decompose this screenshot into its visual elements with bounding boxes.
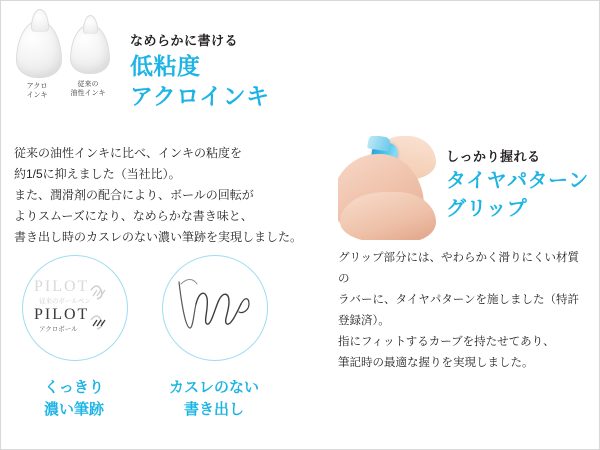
ink-heading-block xyxy=(130,32,350,110)
ink-body-text xyxy=(14,143,309,248)
oil-ink-drop-caption-line2: 油性インキ xyxy=(70,90,106,97)
writing-sample-circle-right xyxy=(162,255,268,361)
dark-pilot-text: PILOT xyxy=(34,306,90,323)
grip-heading-block xyxy=(446,148,596,222)
acro-ink-drop-caption-line2: インキ xyxy=(26,92,48,99)
faint-pilot-text: PILOT xyxy=(34,278,90,295)
oil-ink-drop-caption-line1: 従来の xyxy=(77,81,99,88)
oil-ink-drop-icon xyxy=(70,24,110,74)
grip-body-text xyxy=(338,248,588,374)
grip-body-line: 筆記時の最適な握りを実現しました。 xyxy=(338,357,534,369)
pen-stroke-mark-icon xyxy=(29,272,121,352)
grip-body-line: ラバーに、タイヤパターンを施しました（特許登録済）。 xyxy=(338,294,580,327)
ink-drop-illustration xyxy=(14,18,132,110)
ink-body-line: 書き出し時のカスレのない濃い筆跡を実現しました。 xyxy=(14,230,303,244)
acro-ink-drop-icon xyxy=(16,20,62,78)
caption-right xyxy=(154,377,274,421)
oil-ink-drop-caption xyxy=(65,80,111,98)
ink-body-line: 従来の油性インキに比べ、インキの粘度を xyxy=(14,146,243,160)
ink-heading-sub: なめらかに書ける xyxy=(130,33,239,48)
caption-left-line2: 濃い筆跡 xyxy=(43,401,104,418)
writing-sample-circle-left xyxy=(22,255,128,361)
ink-body-line: よりスムーズになり、なめらかな書き味と、 xyxy=(14,209,253,223)
caption-left xyxy=(14,377,134,421)
ink-body-line: また、潤滑剤の配合により、ボールの回転が xyxy=(14,188,254,202)
caption-right-line2: 書き出し xyxy=(183,401,244,418)
caption-left-line1: くっきり xyxy=(44,379,104,396)
acro-ink-drop-caption xyxy=(14,82,60,100)
grip-heading-sub: しっかり握れる xyxy=(446,149,541,164)
grip-heading-main-line2: グリップ xyxy=(446,198,528,220)
ink-heading-main-line2: アクロインキ xyxy=(130,83,270,109)
scribble-stroke-icon xyxy=(163,256,267,360)
grip-body-line: グリップ部分には、やわらかく滑りにくい材質の xyxy=(338,252,580,285)
ink-body-line: 約1/5に抑えました（当社比）。 xyxy=(14,167,181,181)
dark-pilot-subtext: アクロボール xyxy=(39,326,78,333)
grip-body-line: 指にフィットするカーブを持たせてあり、 xyxy=(338,336,555,348)
middle-finger-shape xyxy=(340,192,436,240)
pen-top-shape xyxy=(367,136,391,152)
faint-pilot-subtext: 従来のボールペン xyxy=(39,298,91,305)
caption-right-line1: カスレのない xyxy=(168,379,259,396)
ink-heading-main-line1: 低粘度 xyxy=(130,53,201,79)
grip-photo xyxy=(338,136,438,240)
grip-heading-main-line1: タイヤパターン xyxy=(446,170,589,192)
acro-ink-drop-caption-line1: アクロ xyxy=(26,83,48,90)
